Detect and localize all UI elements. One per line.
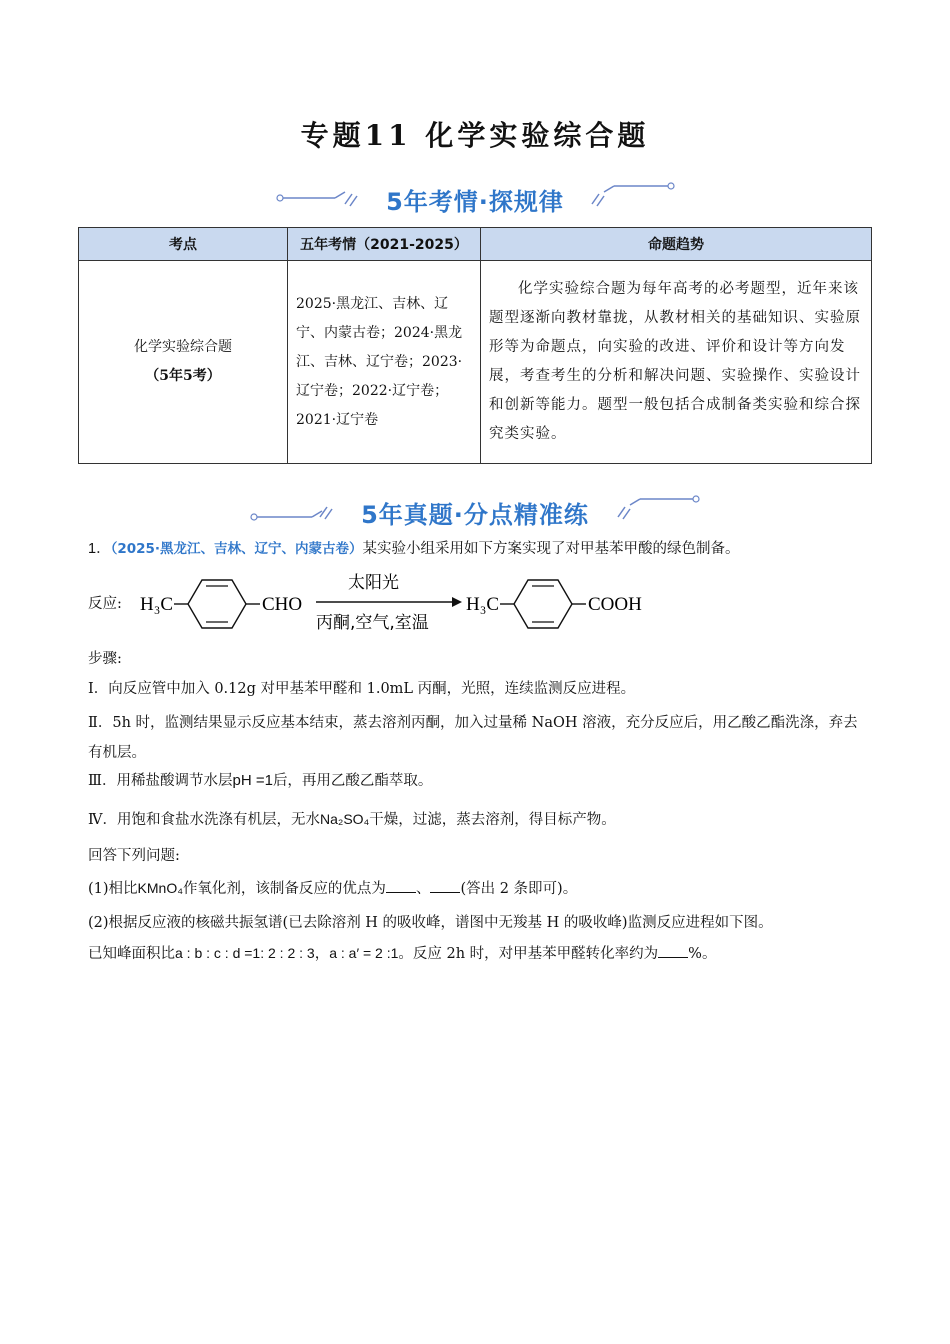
benzene-ring-icon [188, 580, 246, 628]
step-1: Ⅰ．向反应管中加入 0.12g 对甲基苯甲醛和 1.0mL 丙酮，光照，连续监测反应进程。 [88, 681, 636, 697]
step-4-text: Ⅳ．用饱和食盐水洗涤有机层，无水 [88, 812, 320, 828]
table-cell-years: 2025·黑龙江、吉林、辽宁、内蒙古卷；2024·黑龙江、吉林、辽宁卷；2023·辽宁卷；2022·辽宁卷；2021·辽宁卷 [288, 261, 481, 464]
q2-text: (2)根据反应液的核磁共振氢谱(已去除溶剂 H 的吸收峰，谱图中无羧基 H 的吸收峰)监测反应进程如下图。 [88, 915, 773, 931]
banner-title: 5年考情·探规律 [386, 188, 564, 216]
step-3-ph: pH =1 [232, 772, 273, 789]
sub-question-1 [88, 877, 870, 900]
step-4 [88, 808, 870, 831]
step-4-salt: Na₂SO₄ [320, 811, 370, 827]
q1-text: (1)相比 [88, 881, 138, 897]
condition-solvent: 丙酮,空气,室温 [316, 613, 429, 633]
reactant-methyl: H₃C [140, 594, 174, 615]
question-source: （2025·黑龙江、吉林、辽宁、内蒙古卷） [110, 541, 363, 557]
step-4-text-end: 干燥，过滤，蒸去溶剂，得目标产物。 [369, 812, 616, 828]
arrow-head-icon [452, 597, 462, 607]
q2-peak-ratio: a : b : c : d =1: 2 : 2 : 3 [175, 945, 315, 961]
answer-blank[interactable] [430, 878, 460, 893]
answer-blank[interactable] [658, 943, 688, 958]
reaction-label: 反应: [88, 596, 122, 612]
sub-question-2 [88, 912, 870, 965]
q2-text-mid: 。反应 2h 时，对甲基苯甲醛转化率约为 [398, 946, 659, 962]
answer-blank[interactable] [386, 878, 416, 893]
step-3-text-end: 后，再用乙酸乙酯萃取。 [272, 773, 433, 789]
section-banner-practice [0, 493, 950, 529]
q1-text-mid: 作氧化剂，该制备反应的优点为 [182, 881, 386, 897]
q2-peak-ratio-2: a : a′ = 2 :1 [329, 945, 399, 961]
steps-label: 步骤: [88, 651, 122, 667]
page-title: 专题11 化学实验综合题 [300, 119, 650, 152]
q1-separator: 、 [415, 881, 431, 897]
table-cell-topic [79, 261, 288, 464]
table-row [79, 261, 872, 464]
question-number: 1． [88, 541, 111, 557]
table-header-trend: 命题趋势 [481, 228, 872, 261]
product-methyl: H₃C [466, 594, 500, 615]
table-header-five-year: 五年考情（2021-2025） [288, 228, 481, 261]
table-cell-trend [481, 261, 872, 464]
question-text: 某实验小组采用如下方案实现了对甲基苯甲酸的绿色制备。 [362, 541, 740, 557]
answer-label: 回答下列问题: [88, 848, 180, 864]
q1-kmno4: KMnO₄ [137, 880, 183, 896]
q1-text-end: (答出 2 条即可)。 [460, 881, 578, 897]
q2-text-end: %。 [688, 946, 717, 962]
benzene-ring-icon [514, 580, 572, 628]
topic-count: （5年5考） [145, 368, 221, 384]
step-3-text: Ⅲ．用稀盐酸调节水层 [88, 773, 233, 789]
q2-comma: ， [314, 946, 330, 962]
q2-text-known: 已知峰面积比 [88, 946, 175, 962]
table-header-topic: 考点 [79, 228, 288, 261]
section-banner-exam-trends [0, 180, 950, 216]
exam-analysis-table [78, 227, 872, 464]
product-acid: COOH [588, 594, 642, 615]
step-3 [88, 770, 870, 792]
question-stem [88, 538, 870, 560]
step-2: Ⅱ．5h 时，监测结果显示反应基本结束，蒸去溶剂丙酮，加入过量稀 NaOH 溶液，充分反应后，用乙酸乙酯洗涤，弃去有机层。 [88, 715, 858, 761]
condition-light: 太阳光 [348, 573, 399, 593]
banner-title: 5年真题·分点精准练 [361, 501, 589, 529]
trend-text: 化学实验综合题为每年高考的必考题型，近年来该题型逐渐向教材靠拢，从教材相关的基础知识、实验原形等为命题点，向实验的改进、评价和设计等方向发展，考查考生的分析和解决问题、实验操作、实验设计和创新等能力。题型一般包括合成制备类实验和综合探究类实验。 [489, 281, 861, 442]
reactant-aldehyde: CHO [262, 594, 303, 615]
topic-name: 化学实验综合题 [134, 339, 232, 355]
reaction-scheme [130, 566, 670, 638]
q2-line-2 [88, 942, 870, 965]
